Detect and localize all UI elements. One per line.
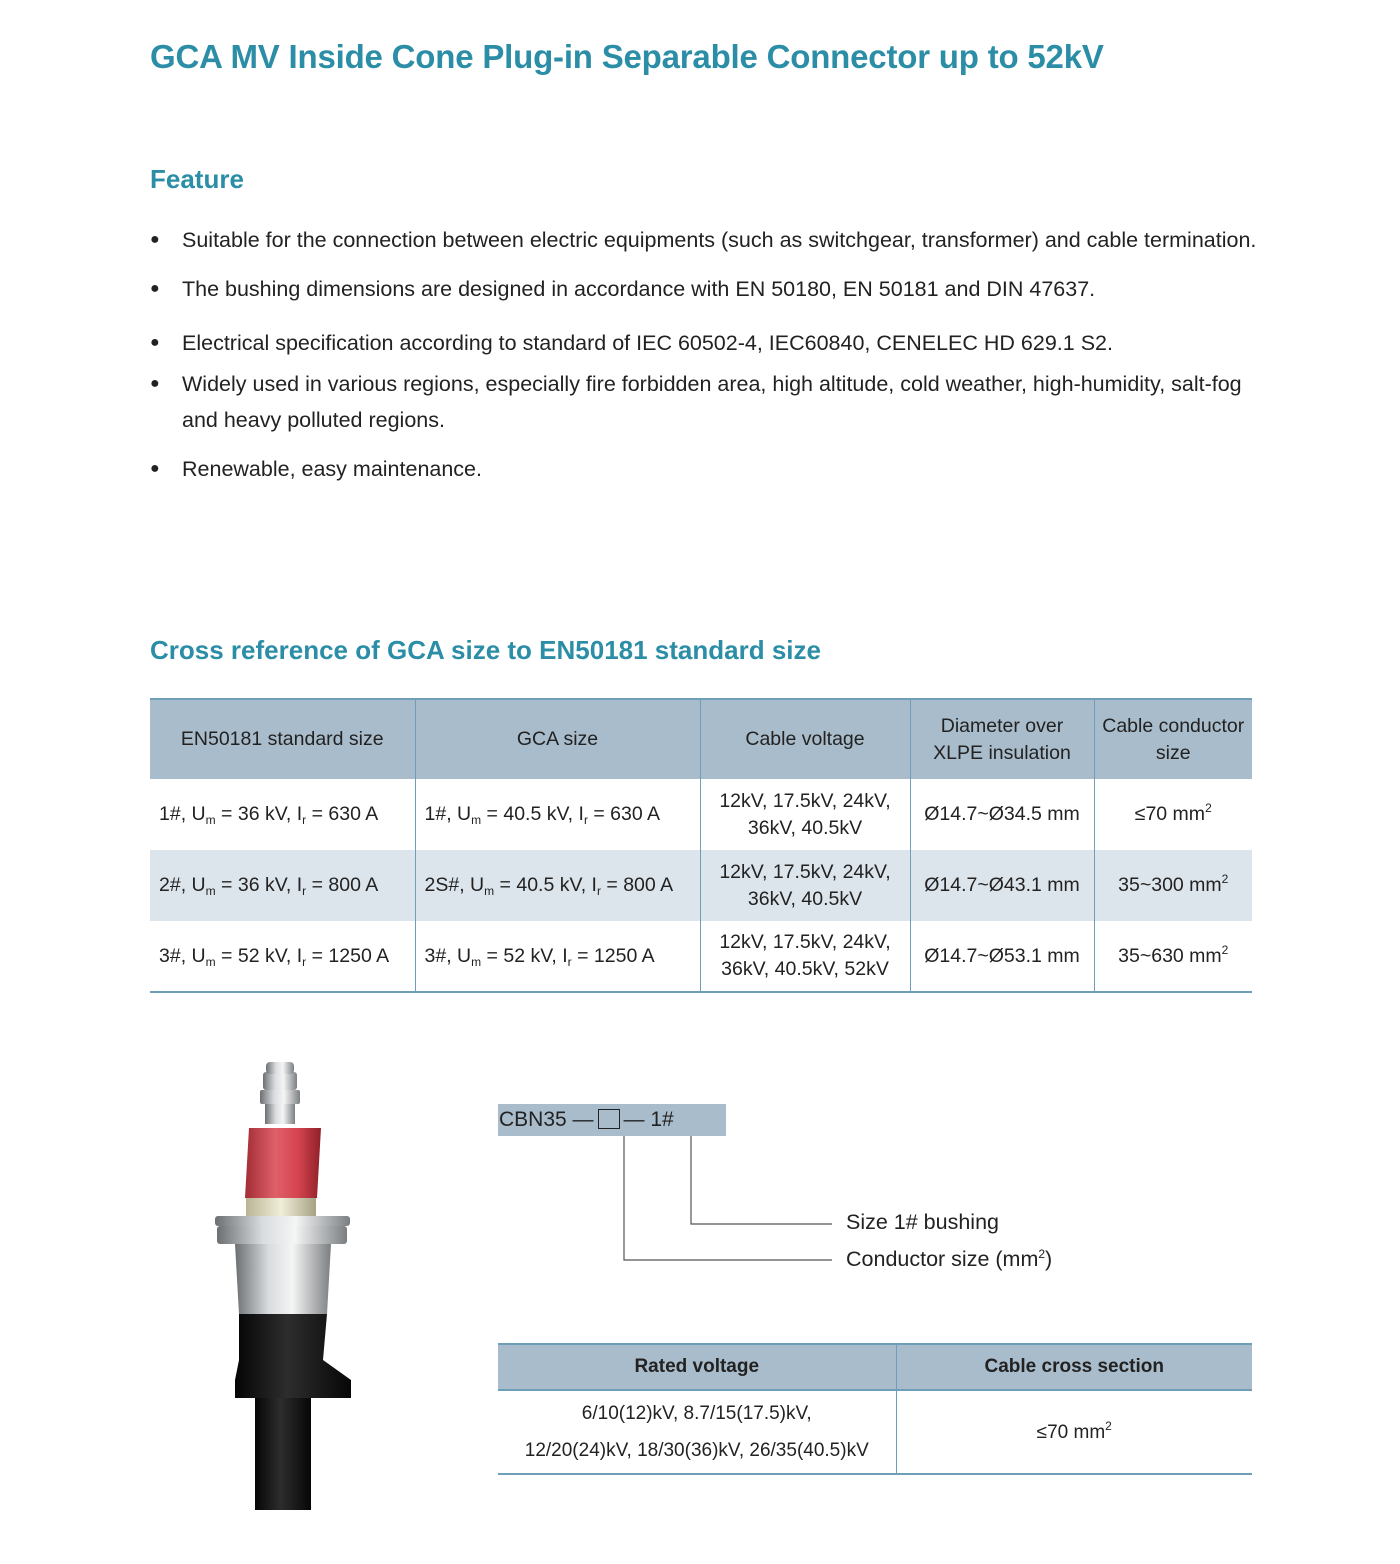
gca-size-cell: 3#, $U_m = 52$ kV, $I_r = 1250$ A: [415, 921, 700, 992]
cross-reference-table: [150, 698, 1252, 993]
column-header: EN50181 standard size: [150, 699, 415, 779]
column-header: Cable conductor size: [1094, 699, 1252, 779]
list-item: ● The bushing dimensions are designed in accordance with EN 50180, EN 50181 and DIN 47637.: [150, 271, 1260, 307]
conductor-cell: 35~300 $mm^2$: [1094, 850, 1252, 921]
table-row: [498, 1390, 1252, 1474]
rated-voltage-cell: 6/10(12)kV, 8.7/15(17.5)kV, 12/20(24)kV, 18/30(36)kV, 26/35(40.5)kV: [498, 1390, 896, 1474]
en-size-cell: 1#, $U_m = 36$ kV, $I_r = 630$ A: [159, 803, 379, 827]
cross-reference-heading: Cross reference of GCA size to EN50181 standard size: [150, 635, 821, 665]
en-size-cell: 2#, $U_m = 36$ kV, $I_r = 800$ A: [150, 850, 415, 921]
list-item: ● Widely used in various regions, especially fire forbidden area, high altitude, cold weather, high-humidity, salt-fog and heavy polluted regions.: [150, 366, 1260, 438]
connector-photo: [205, 1062, 365, 1512]
type-code-box: [498, 1104, 726, 1136]
cross-section-cell: ≤70 $mm^2$: [896, 1390, 1252, 1474]
diameter-cell: Ø14.7~Ø34.5 mm: [910, 779, 1094, 850]
type-code-suffix: — 1#: [623, 1108, 674, 1131]
callout-size-label: Size 1# bushing: [846, 1210, 999, 1234]
placeholder-square-icon: [598, 1109, 620, 1129]
rated-voltage-table: [498, 1343, 1252, 1475]
type-code-prefix: CBN35 —: [499, 1108, 594, 1131]
column-header: Cable cross section: [896, 1344, 1252, 1390]
diameter-cell: Ø14.7~Ø53.1 mm: [910, 921, 1094, 992]
page-title: GCA MV Inside Cone Plug-in Separable Connector up to 52kV: [150, 38, 1104, 75]
list-item: ● Suitable for the connection between electric equipments (such as switchgear, transformer) and cable termination.: [150, 222, 1260, 258]
voltage-cell: 12kV, 17.5kV, 24kV, 36kV, 40.5kV: [700, 850, 910, 921]
conductor-cell: ≤70 $mm^2$: [1094, 779, 1252, 850]
en-size-cell: 3#, $U_m = 52$ kV, $I_r = 1250$ A: [150, 921, 415, 992]
callout-conductor-label: Conductor size $(mm^2)$: [846, 1247, 1053, 1271]
column-header: Diameter over XLPE insulation: [910, 699, 1094, 779]
table-row: [150, 850, 1252, 921]
feature-list: [150, 222, 1260, 487]
diameter-cell: Ø14.7~Ø43.1 mm: [910, 850, 1094, 921]
conductor-cell: 35~630 $mm^2$: [1094, 921, 1252, 992]
voltage-cell: 12kV, 17.5kV, 24kV, 36kV, 40.5kV, 52kV: [700, 921, 910, 992]
column-header: Rated voltage: [498, 1344, 896, 1390]
voltage-cell: 12kV, 17.5kV, 24kV, 36kV, 40.5kV: [700, 779, 910, 850]
column-header: Cable voltage: [700, 699, 910, 779]
feature-heading: Feature: [150, 164, 244, 194]
list-item: ● Electrical specification according to standard of IEC 60502-4, IEC60840, CENELEC HD 629.1 S2.: [150, 325, 1260, 361]
table-row: [150, 779, 1252, 850]
gca-size-cell: 1#, $U_m = 40.5$ kV, $I_r = 630$ A: [415, 779, 700, 850]
list-item: ● Renewable, easy maintenance.: [150, 451, 1260, 487]
gca-size-cell: 2S#, $U_m = 40.5$ kV, $I_r = 800$ A: [415, 850, 700, 921]
table-row: [150, 921, 1252, 992]
column-header: GCA size: [415, 699, 700, 779]
